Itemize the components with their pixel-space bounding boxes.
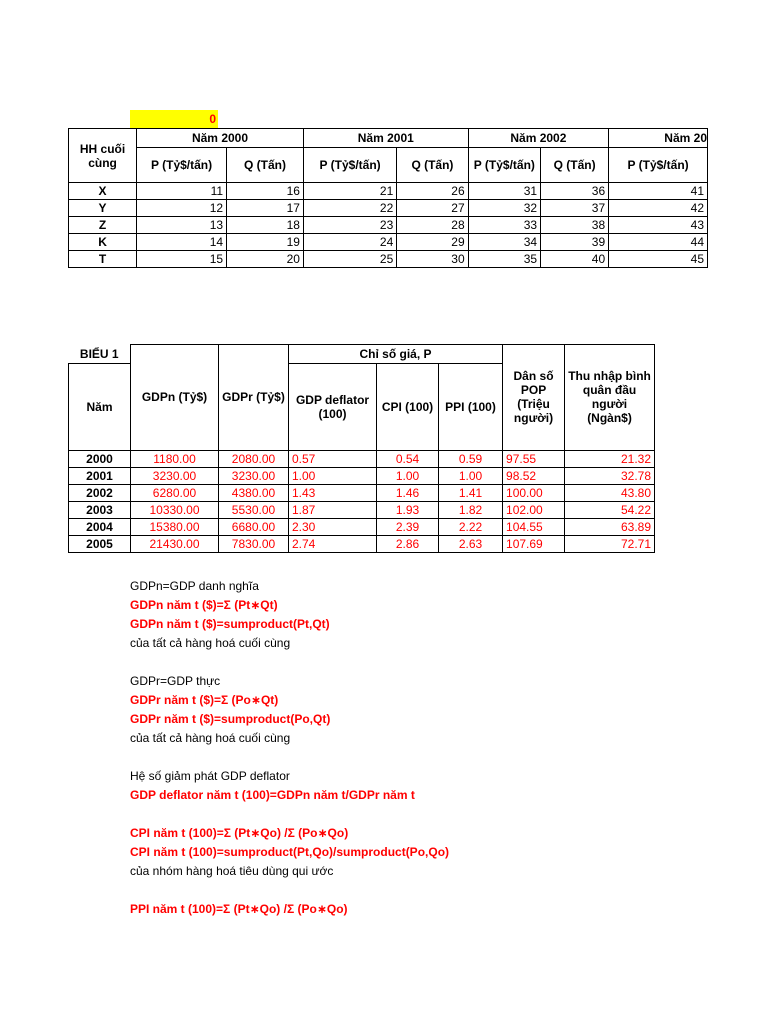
price-header xyxy=(468,148,540,183)
year-cell[interactable]: 2001 xyxy=(69,467,131,484)
formula-line: PPI năm t (100)=Σ (Pt∗Qo) /Σ (Po∗Qo) xyxy=(130,902,348,916)
goods-name-cell[interactable]: Z xyxy=(69,217,137,234)
indicator-value-cell[interactable]: 32.78 xyxy=(565,467,655,484)
indicator-value-cell[interactable]: 15380.00 xyxy=(131,518,219,535)
quantity-header: Q (Tấn) xyxy=(541,148,609,183)
table-row xyxy=(69,200,708,217)
value-cell[interactable]: 30 xyxy=(397,251,468,268)
indicator-value-cell[interactable]: 1.43 xyxy=(289,484,377,501)
indicator-value-cell[interactable]: 2.39 xyxy=(377,518,439,535)
indicator-value-cell[interactable]: 1.87 xyxy=(289,501,377,518)
value-cell[interactable]: 28 xyxy=(397,217,468,234)
value-cell[interactable]: 19 xyxy=(227,234,304,251)
year-cell[interactable]: 2003 xyxy=(69,501,131,518)
year-header: Năm xyxy=(69,363,131,450)
value-cell[interactable]: 34 xyxy=(468,234,540,251)
indicator-value-cell[interactable]: 104.55 xyxy=(503,518,565,535)
indicator-value-cell[interactable]: 21.32 xyxy=(565,450,655,467)
value-cell[interactable]: 17 xyxy=(227,200,304,217)
indicator-value-cell[interactable]: 2.63 xyxy=(439,535,503,552)
indicator-value-cell[interactable]: 3230.00 xyxy=(219,467,289,484)
value-cell[interactable]: 45 xyxy=(609,251,708,268)
indicator-value-cell[interactable]: 2.22 xyxy=(439,518,503,535)
quantity-header: Q (Tấn) xyxy=(397,148,468,183)
indicator-value-cell[interactable]: 4380.00 xyxy=(219,484,289,501)
value-cell[interactable]: 16 xyxy=(227,183,304,200)
cpi-header: CPI (100) xyxy=(377,363,439,450)
year-header-2001: Năm 2001 xyxy=(303,129,468,148)
gdpr-header: GDPr (Tỷ$) xyxy=(219,345,289,451)
indicator-value-cell[interactable]: 0.59 xyxy=(439,450,503,467)
price-index-header: Chỉ số giá, P xyxy=(289,345,503,364)
note-line: GDPn=GDP danh nghĩa xyxy=(130,579,259,593)
value-cell[interactable]: 38 xyxy=(541,217,609,234)
indicator-value-cell[interactable]: 54.22 xyxy=(565,501,655,518)
year-header-2002: Năm 2002 xyxy=(468,129,609,148)
value-cell[interactable]: 44 xyxy=(609,234,708,251)
indicator-table xyxy=(68,344,655,553)
value-cell[interactable]: 23 xyxy=(303,217,396,234)
indicator-value-cell[interactable]: 1180.00 xyxy=(131,450,219,467)
note-line: Hệ số giảm phát GDP deflator xyxy=(130,769,290,783)
formula-line: CPI năm t (100)=Σ (Pt∗Qo) /Σ (Po∗Qo) xyxy=(130,826,349,840)
indicator-value-cell[interactable]: 6680.00 xyxy=(219,518,289,535)
indicator-value-cell[interactable]: 100.00 xyxy=(503,484,565,501)
note-line: GDPr=GDP thực xyxy=(130,674,221,688)
indicator-value-cell[interactable]: 1.93 xyxy=(377,501,439,518)
indicator-value-cell[interactable]: 1.00 xyxy=(439,467,503,484)
value-cell[interactable]: 41 xyxy=(609,183,708,200)
indicator-value-cell[interactable]: 7830.00 xyxy=(219,535,289,552)
indicator-value-cell[interactable]: 2.30 xyxy=(289,518,377,535)
value-cell[interactable]: 18 xyxy=(227,217,304,234)
formula-line: GDPn năm t ($)=Σ (Pt∗Qt) xyxy=(130,598,278,612)
value-cell[interactable]: 36 xyxy=(541,183,609,200)
indicator-value-cell[interactable]: 1.82 xyxy=(439,501,503,518)
indicator-value-cell[interactable]: 2.74 xyxy=(289,535,377,552)
indicator-value-cell[interactable]: 98.52 xyxy=(503,467,565,484)
value-cell[interactable]: 32 xyxy=(468,200,540,217)
value-cell[interactable]: 11 xyxy=(137,183,227,200)
indicator-value-cell[interactable]: 72.71 xyxy=(565,535,655,552)
formula-line: GDPn năm t ($)=sumproduct(Pt,Qt) xyxy=(130,617,330,631)
value-cell[interactable]: 33 xyxy=(468,217,540,234)
year-cell[interactable]: 2004 xyxy=(69,518,131,535)
table-row xyxy=(69,251,708,268)
highlighted-cell[interactable]: 0 xyxy=(130,110,218,128)
table-row xyxy=(69,183,708,200)
year-header-2003: Năm 20 xyxy=(609,129,708,148)
value-cell[interactable]: 37 xyxy=(541,200,609,217)
price-header: P (Tỷ$/tấn) xyxy=(137,148,227,183)
formula-line: GDPr năm t ($)=Σ (Po∗Qt) xyxy=(130,693,279,707)
value-cell[interactable]: 26 xyxy=(397,183,468,200)
indicator-value-cell[interactable]: 3230.00 xyxy=(131,467,219,484)
value-cell[interactable]: 27 xyxy=(397,200,468,217)
indicator-value-cell[interactable]: 1.41 xyxy=(439,484,503,501)
income-header: Thu nhập bình quân đầu người (Ngàn$) xyxy=(565,345,655,451)
value-cell[interactable]: 22 xyxy=(303,200,396,217)
table-row xyxy=(69,501,655,518)
year-header-2000: Năm 2000 xyxy=(137,129,304,148)
price-header-text: P (Tỷ$/tấn) xyxy=(473,158,535,172)
quantity-header: Q (Tấn) xyxy=(227,148,304,183)
table-row xyxy=(69,467,655,484)
goods-name-cell[interactable]: X xyxy=(69,183,137,200)
table-row xyxy=(69,484,655,501)
year-cell[interactable]: 2000 xyxy=(69,450,131,467)
goods-table-container xyxy=(68,128,707,274)
indicator-value-cell[interactable]: 63.89 xyxy=(565,518,655,535)
goods-name-cell[interactable]: T xyxy=(69,251,137,268)
ppi-header: PPI (100) xyxy=(439,363,503,450)
indicator-value-cell[interactable]: 5530.00 xyxy=(219,501,289,518)
value-cell[interactable]: 29 xyxy=(397,234,468,251)
formula-line: GDP deflator năm t (100)=GDPn năm t/GDPr năm t xyxy=(130,788,415,802)
value-cell[interactable]: 31 xyxy=(468,183,540,200)
note-line: của tất cả hàng hoá cuối cùng xyxy=(130,731,291,745)
population-header: Dân số POP (Triệu người) xyxy=(503,345,565,451)
indicator-value-cell[interactable]: 107.69 xyxy=(503,535,565,552)
formula-line: CPI năm t (100)=sumproduct(Pt,Qo)/sumproduct(Po,Qo) xyxy=(130,845,450,859)
table-row xyxy=(69,518,655,535)
indicator-value-cell[interactable]: 1.00 xyxy=(289,467,377,484)
note-line: của nhóm hàng hoá tiêu dùng qui ước xyxy=(130,864,334,878)
value-cell[interactable]: 43 xyxy=(609,217,708,234)
indicator-value-cell[interactable]: 6280.00 xyxy=(131,484,219,501)
indicator-value-cell[interactable]: 1.46 xyxy=(377,484,439,501)
value-cell[interactable]: 13 xyxy=(137,217,227,234)
table-row xyxy=(69,234,708,251)
table-label: BIỂU 1 xyxy=(69,345,131,364)
goods-name-cell[interactable]: K xyxy=(69,234,137,251)
value-cell[interactable]: 39 xyxy=(541,234,609,251)
indicator-value-cell[interactable]: 0.57 xyxy=(289,450,377,467)
price-header: P (Tỷ$/tấn) xyxy=(609,148,708,183)
table-row xyxy=(69,217,708,234)
goods-name-cell[interactable]: Y xyxy=(69,200,137,217)
value-cell[interactable]: 40 xyxy=(541,251,609,268)
value-cell[interactable]: 35 xyxy=(468,251,540,268)
value-cell[interactable]: 20 xyxy=(227,251,304,268)
indicator-value-cell[interactable]: 0.54 xyxy=(377,450,439,467)
value-cell[interactable]: 24 xyxy=(303,234,396,251)
gdpn-header: GDPn (Tỷ$) xyxy=(131,345,219,451)
value-cell[interactable]: 42 xyxy=(609,200,708,217)
value-cell[interactable]: 21 xyxy=(303,183,396,200)
indicator-value-cell[interactable]: 21430.00 xyxy=(131,535,219,552)
formula-line: GDPr năm t ($)=sumproduct(Po,Qt) xyxy=(130,712,331,726)
table-row xyxy=(69,450,655,467)
indicator-value-cell[interactable]: 2080.00 xyxy=(219,450,289,467)
year-cell[interactable]: 2002 xyxy=(69,484,131,501)
price-header: P (Tỷ$/tấn) xyxy=(303,148,396,183)
table-row xyxy=(69,535,655,552)
value-cell[interactable]: 12 xyxy=(137,200,227,217)
value-cell[interactable]: 14 xyxy=(137,234,227,251)
goods-header: HH cuối cùng xyxy=(69,129,137,183)
indicator-value-cell[interactable]: 97.55 xyxy=(503,450,565,467)
value-cell[interactable]: 15 xyxy=(137,251,227,268)
deflator-header: GDP deflator (100) xyxy=(289,363,377,450)
indicator-value-cell[interactable]: 1.00 xyxy=(377,467,439,484)
indicator-value-cell[interactable]: 43.80 xyxy=(565,484,655,501)
final-goods-table xyxy=(68,128,708,268)
indicator-value-cell[interactable]: 10330.00 xyxy=(131,501,219,518)
value-cell[interactable]: 25 xyxy=(303,251,396,268)
indicator-value-cell[interactable]: 102.00 xyxy=(503,501,565,518)
year-cell[interactable]: 2005 xyxy=(69,535,131,552)
indicator-value-cell[interactable]: 2.86 xyxy=(377,535,439,552)
note-line: của tất cả hàng hoá cuối cùng xyxy=(130,636,291,650)
